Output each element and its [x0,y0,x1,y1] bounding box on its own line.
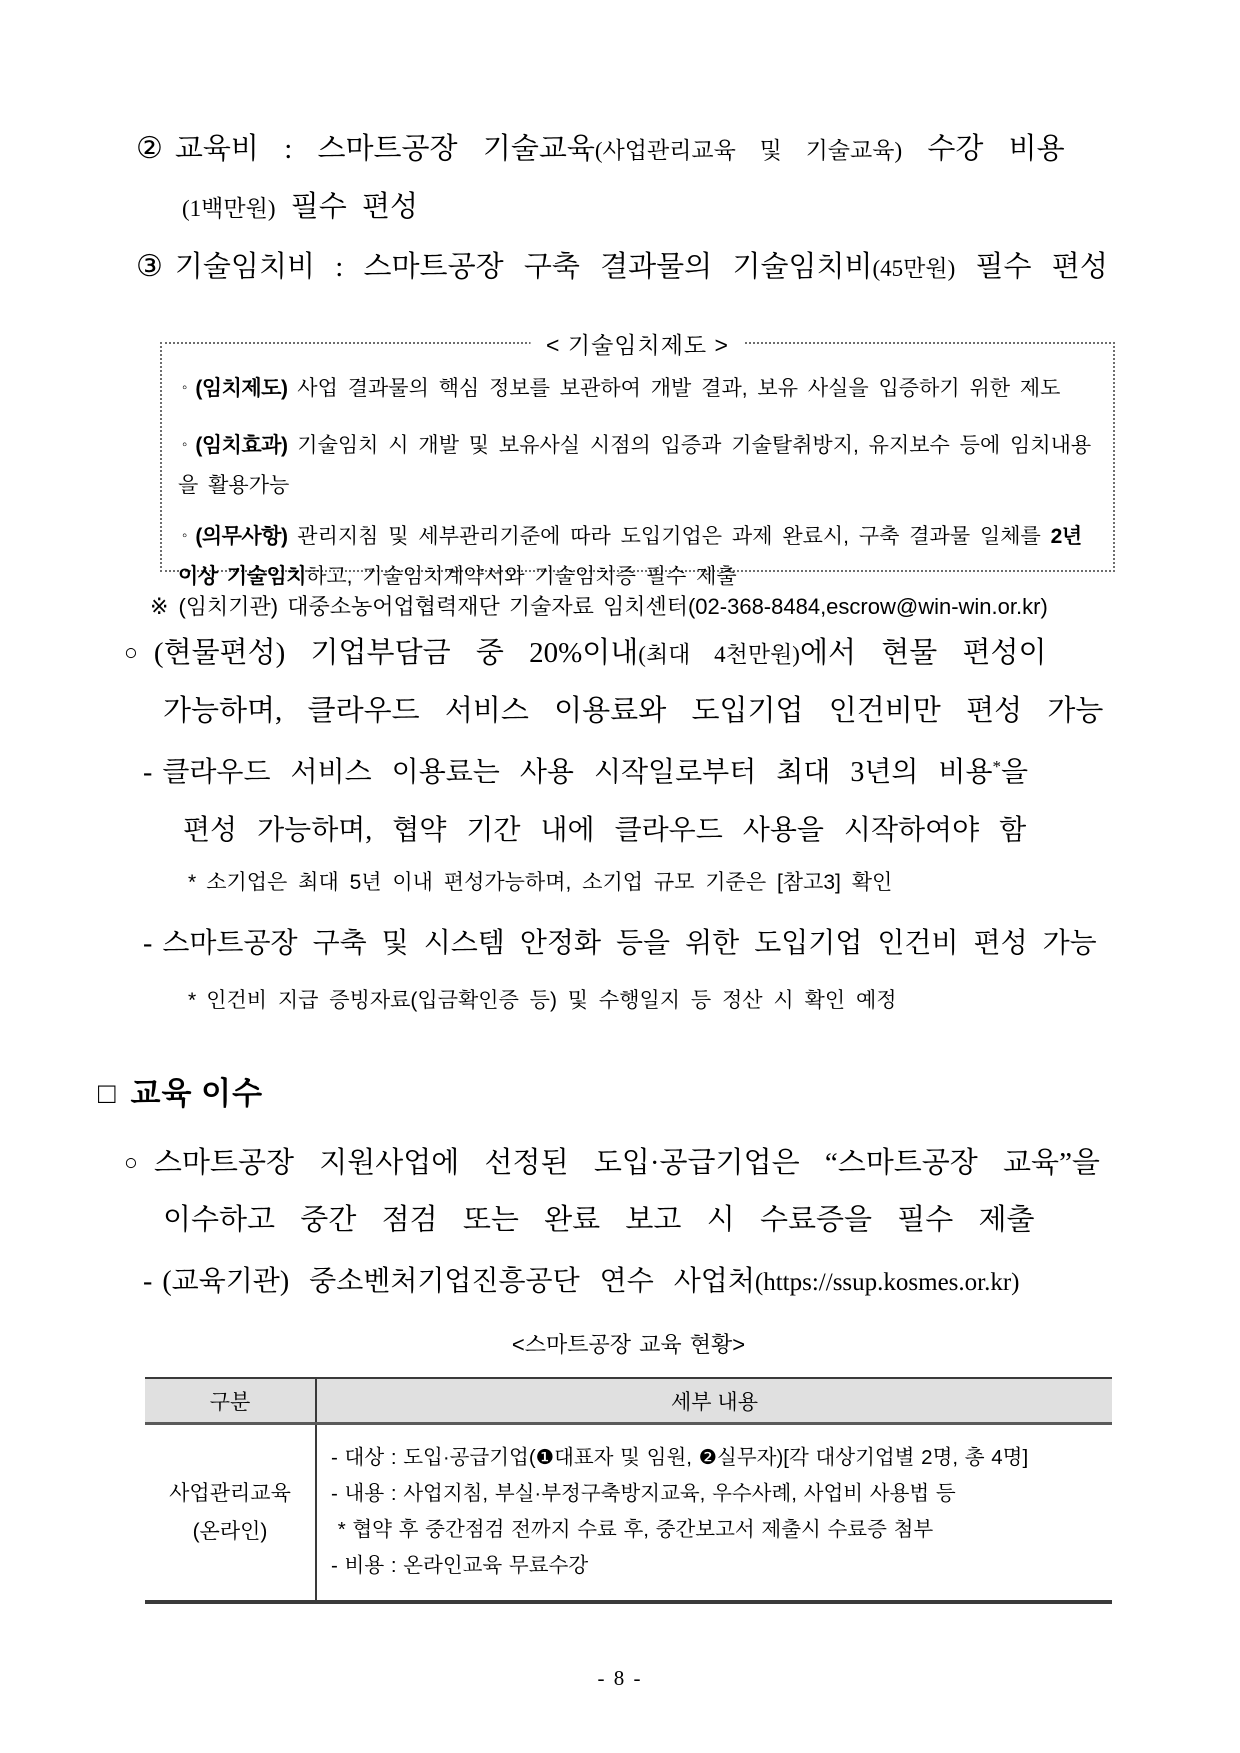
dash-bullet-icon: - [143,1266,153,1297]
personnel-sub-item [143,921,1097,961]
cloud-text: 클라우드 서비스 이용료는 사용 시작일로부터 최대 3년의 비용 [162,757,993,788]
education-bullet-text1: 스마트공장 지원사업에 선정된 도입·공급기업은 “스마트공장 교육”을 [153,1147,1100,1179]
in-kind-text1: (현물편성) 기업부담금 중 20%이내 [153,637,639,669]
education-agency-text: (교육기관) 중소벤처기업진흥공단 연수 사업처 [162,1266,755,1297]
circle-bullet-icon: ◦ [182,527,188,544]
circled-3-marker: ③ [136,250,163,283]
education-table [145,1377,1112,1604]
footnote-personnel-text: 인건비 지급 증빙자료(입금확인증 등) 및 수행일지 등 정산 시 확인 예정 [206,989,897,1012]
escrow-agency-note-text: (임치기관) 대중소농어업협력재단 기술자료 임치센터(02-368-8484,escrow@win-win.or.kr) [178,594,1048,619]
budget-item-education-fee-line1 [136,126,1065,167]
education-agency-sub-item [143,1259,1020,1299]
details-cell [317,1425,1112,1600]
in-kind-bullet-line1 [124,630,1047,671]
escrow-bullet-effect [178,425,1095,506]
dash-bullet-icon: - [143,757,153,788]
category-line: (온라인) [192,1519,268,1543]
escrow-bullet-emph: 2년 이상 기술임치 [178,525,1082,588]
footnote-small-company-text: 소기업은 최대 5년 이내 편성가능하며, 소기업 규모 기준은 [참고3] 확인 [206,871,893,894]
circle-bullet-icon: ○ [124,640,138,665]
section-heading-text: 교육 이수 [130,1076,264,1111]
escrow-info-box [160,332,1115,588]
escrow-bullet-head: (임치제도) [195,377,288,400]
table-caption: <스마트공장 교육 현황> [511,1332,746,1357]
escrow-fee-required-text: 필수 편성 [955,251,1108,283]
escrow-agency-note [150,590,1048,621]
escrow-bullet-head: (임치효과) [195,434,288,457]
budget-item-escrow-fee-line [136,244,1108,285]
header-cell-details: 세부 내용 [671,1390,758,1414]
category-line: 사업관리교육 [169,1481,291,1505]
escrow-bullet-body: 관리지침 및 세부관리기준에 따라 도입기업은 과제 완료시, 구축 결과물 일체를 [287,525,1051,548]
in-kind-text3: 가능하며, 클라우드 서비스 이용료와 도입기업 인건비만 편성 가능 [163,695,1104,727]
education-agency-url: (https://ssup.kosmes.or.kr) [754,1269,1020,1296]
budget-item-education-fee-line2 [182,184,418,225]
circle-bullet-icon: ○ [124,1150,138,1175]
header-cell-category: 구분 [145,1379,317,1422]
education-fee-required-text: 필수 편성 [275,191,419,223]
escrow-bullet-obligation [178,516,1095,597]
table-row [145,1425,1112,1600]
detail-line-content: - 내용 : 사업지침, 부실·부정구축방지교육, 우수사례, 사업비 사용법 등 [331,1482,956,1505]
escrow-box-title: < 기술임치제도 > [530,327,745,360]
asterisk-icon: * [188,871,197,894]
in-kind-text2: 에서 현물 편성이 [799,637,1047,669]
footnote-personnel [188,984,897,1014]
cloud-sub-item-line2 [183,808,1026,848]
education-bullet-line1 [124,1140,1100,1181]
escrow-bullet-system [178,368,1095,409]
detail-line-cost: - 비용 : 온라인교육 무료수강 [331,1554,589,1577]
escrow-bullet-body: 사업 결과물의 핵심 정보를 보관하여 개발 결과, 보유 사실을 입증하기 위한 제도 [287,377,1061,400]
personnel-text: 스마트공장 구축 및 시스템 안정화 등을 위한 도입기업 인건비 편성 가능 [162,928,1097,959]
square-bullet-icon: □ [98,1078,117,1110]
education-fee-amount-paren: (1백만원) [182,196,276,221]
education-fee-text: 교육비 : 스마트공장 기술교육 [174,133,595,165]
education-fee-paren: (사업관리교육 및 기술교육) [594,138,903,163]
page-number: - 8 - [597,1666,643,1690]
superscript-asterisk-icon: * [992,757,1002,776]
dash-bullet-icon: - [143,928,153,959]
in-kind-bullet-line2 [163,688,1103,729]
category-cell [145,1425,317,1600]
reference-mark-icon: ※ [150,594,169,619]
cloud-sub-item-line1 [143,750,1028,790]
in-kind-paren: (최대 4천만원) [638,642,800,667]
circle-bullet-icon: ◦ [182,379,188,396]
circle-bullet-icon: ◦ [182,436,188,453]
circled-2-marker: ② [136,132,163,165]
asterisk-icon: * [188,989,197,1012]
escrow-fee-amount-paren: (45만원) [872,256,956,281]
cloud-text2: 편성 가능하며, 협약 기간 내에 클라우드 사용을 시작하여야 함 [183,815,1027,846]
education-bullet-line2 [163,1197,1035,1238]
table-header-row [145,1379,1112,1425]
cloud-text-tail: 을 [1001,757,1029,788]
escrow-bullet-body: 기술임치 시 개발 및 보유사실 시점의 입증과 기술탈취방지, 유지보수 등에 임치내용을 활용가능 [178,434,1092,497]
education-fee-text2: 수강 비용 [902,133,1065,165]
section-heading-education [98,1068,263,1113]
escrow-bullet-body2: 하고, 기술임치계약서와 기술임치증 필수 제출 [306,565,737,588]
escrow-fee-text: 기술임치비 : 스마트공장 구축 결과물의 기술임치비 [174,251,873,283]
footnote-small-company [188,866,892,896]
education-bullet-text2: 이수하고 중간 점검 또는 완료 보고 시 수료증을 필수 제출 [163,1204,1035,1236]
detail-line-target: - 대상 : 도입·공급기업(❶대표자 및 임원, ❷실무자)[각 대상기업별 2명, 총 4명] [331,1446,1029,1469]
detail-line-note: * 협약 후 중간점검 전까지 수료 후, 중간보고서 제출시 수료증 첨부 [331,1518,934,1541]
escrow-bullet-head: (의무사항) [195,525,288,548]
